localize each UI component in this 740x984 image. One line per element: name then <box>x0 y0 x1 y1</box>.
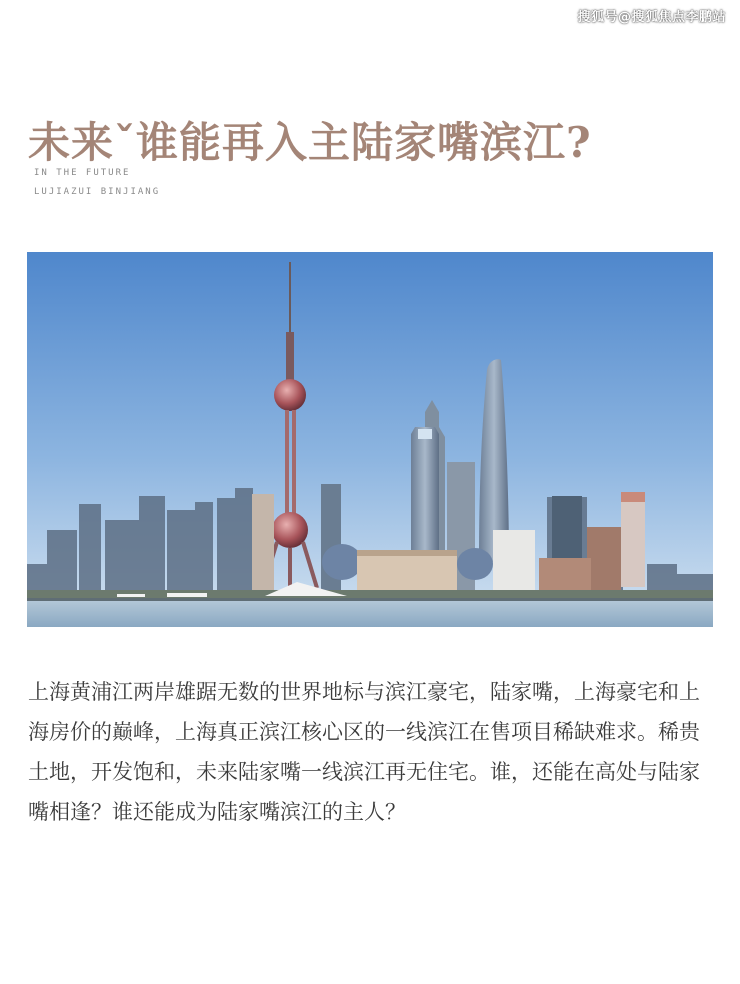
subtitle <box>34 164 160 202</box>
page-title: 未来ˇ谁能再入主陆家嘴滨江? <box>28 118 592 168</box>
body-paragraph: 上海黄浦江两岸雄踞无数的世界地标与滨江豪宅，陆家嘴，上海豪宅和上海房价的巅峰，上海真正滨江核心区的一线滨江在售项目稀缺难求。稀贵土地，开发饱和，未来陆家嘴一线滨江再无住宅。谁，还能在高处与陆家嘴相逢？谁还能成为陆家嘴滨江的主人？ <box>28 680 700 824</box>
subtitle-line-1: IN THE FUTURE <box>34 168 131 178</box>
subtitle-line-2: LUJIAZUI BINJIANG <box>34 187 161 197</box>
skyline-photo <box>27 252 713 627</box>
watermark-text: 搜狐号@搜狐焦点李鹏站 <box>577 10 726 25</box>
skyline-illustration <box>27 252 713 627</box>
